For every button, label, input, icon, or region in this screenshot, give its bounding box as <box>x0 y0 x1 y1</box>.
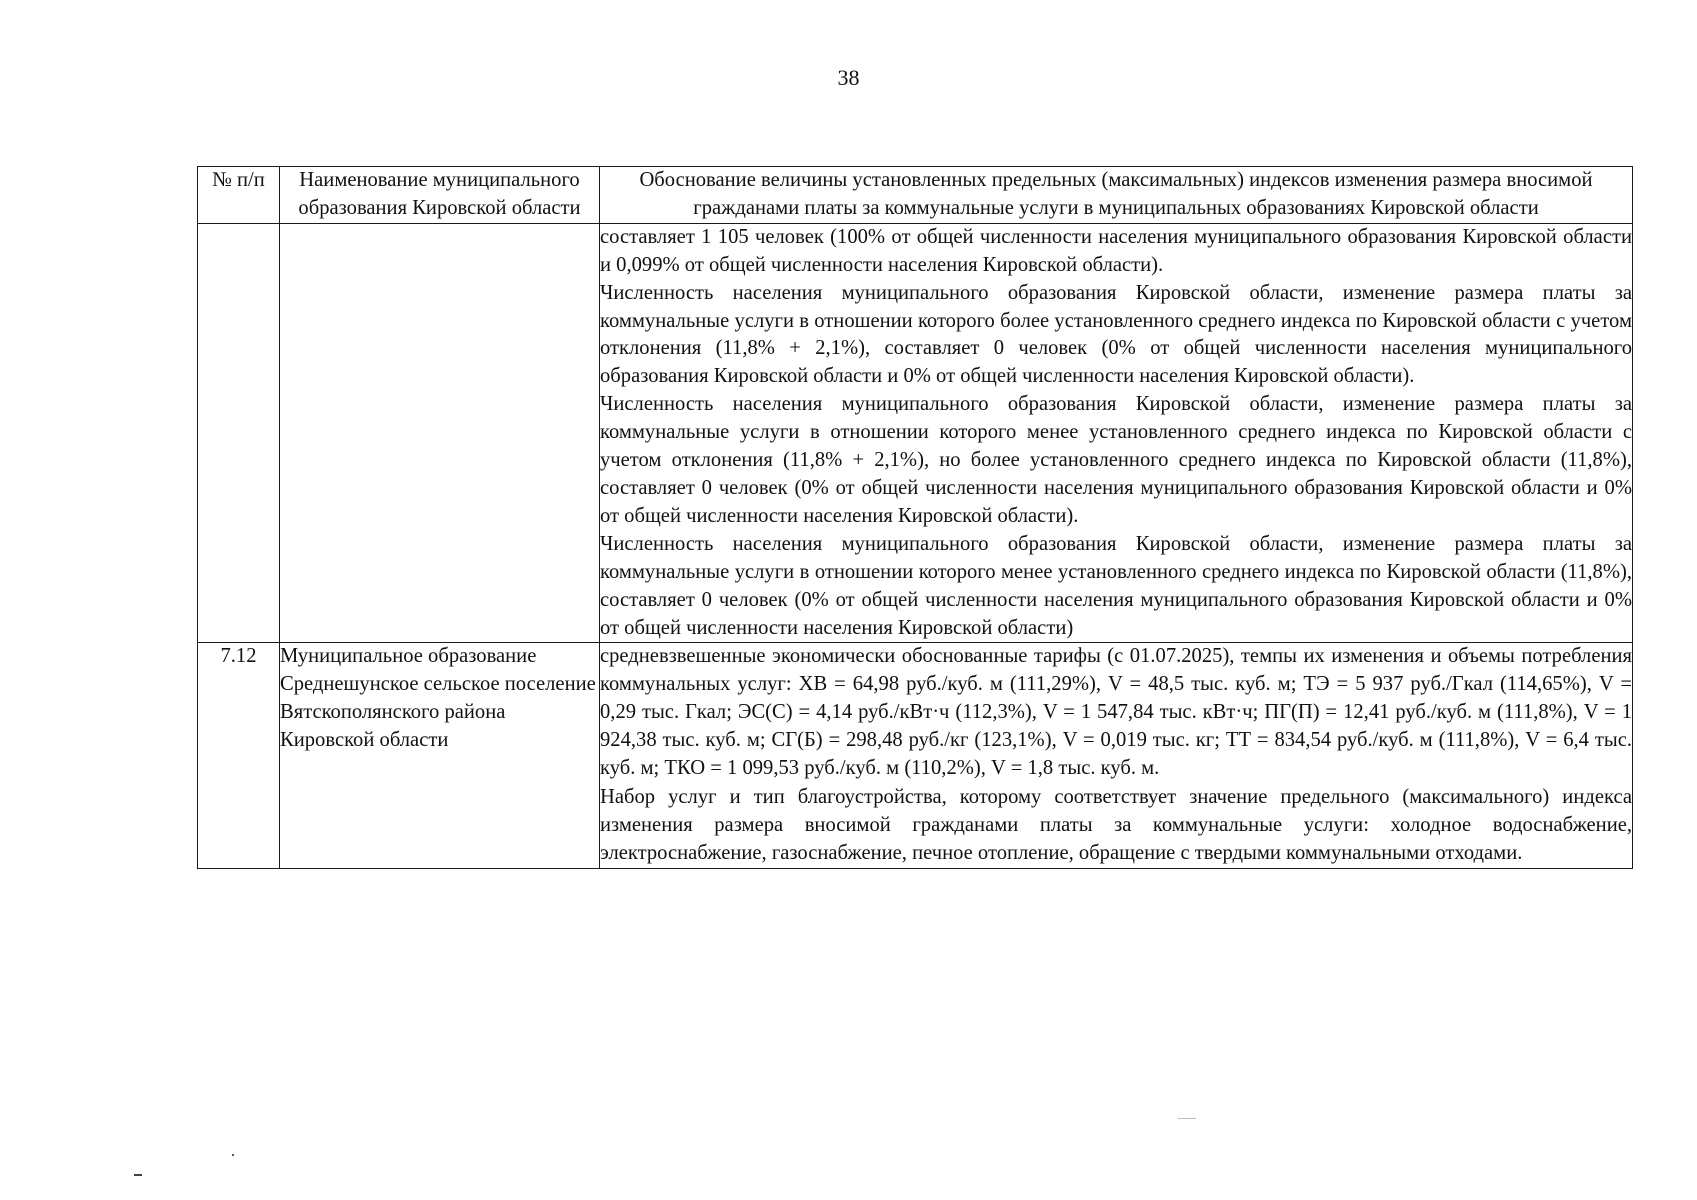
row-justification-cell <box>600 643 1633 868</box>
header-num <box>198 167 280 224</box>
justification-table <box>197 166 1633 869</box>
table-row <box>198 643 1633 868</box>
row-num-cell: 7.12 <box>198 643 280 868</box>
scan-speck <box>1178 1118 1196 1119</box>
row-name-cell: Муниципальное образование Среднешунское сельское поселение Вятскополянского района Кировской области <box>280 643 600 868</box>
justification-paragraph: средневзвешенные экономически обоснованные тарифы (с 01.07.2025), темпы их изменения и объемы потребления коммунальных услуг: ХВ = 64,98 руб./куб. м (111,29%), V = 48,5 тыс. куб. м; ТЭ = 5 937 руб./Гкал (114,65%), V = 0,29 тыс. Гкал; ЭС(С) = 4,14 руб./кВт·ч (112,3%), V = 1 547,84 тыс. кВт·ч; ПГ(П) = 12,41 руб./куб. м (111,8%), V = 1 924,38 тыс. куб. м; СГ(Б) = 298,48 руб./кг (123,1%), V = 0,019 тыс. кг; ТТ = 834,54 руб./куб. м (111,8%), V = 6,4 тыс. куб. м; ТКО = 1 099,53 руб./куб. м (110,2%), V = 1,8 тыс. куб. м. <box>600 645 1632 780</box>
table-header-row <box>198 167 1633 224</box>
row-num-cell <box>198 223 280 643</box>
justification-paragraph: Численность населения муниципального образования Кировской области, изменение размера платы за коммунальные услуги в отношении которого менее установленного среднего индекса по Кировской области (11,8%), составляет 0 человек (0% от общей численности населения муниципального образования Кировской области и 0% от общей численности населения Кировской области) <box>600 532 1632 639</box>
row-name-cell <box>280 223 600 643</box>
row-justification-cell <box>600 223 1633 643</box>
page-number: 38 <box>837 65 860 90</box>
justification-paragraph: Численность населения муниципального образования Кировской области, изменение размера платы за коммунальные услуги в отношении которого менее установленного среднего индекса по Кировской области с учетом отклонения (11,8% + 2,1%), но более установленного среднего индекса по Кировской области (11,8%), составляет 0 человек (0% от общей численности населения муниципального образования Кировской области и 0% от общей численности населения Кировской области). <box>600 393 1632 527</box>
header-name <box>280 167 600 224</box>
header-justification-label: Обоснование величины установленных предельных (максимальных) индексов изменения размера вносимой гражданами платы за коммунальные услуги в муниципальных образованиях Кировской области <box>639 169 1593 219</box>
header-name-label: Наименование муниципального образования Кировской области <box>298 169 581 219</box>
justification-paragraph: Численность населения муниципального образования Кировской области, изменение размера платы за коммунальные услуги в отношении которого более установленного среднего индекса по Кировской области с учетом отклонения (11,8% + 2,1%), составляет 0 человек (0% от общей численности населения муниципального образования Кировской области и 0% от общей численности населения Кировской области). <box>600 281 1632 388</box>
header-num-label: № п/п <box>212 169 265 191</box>
header-justification <box>600 167 1633 224</box>
scan-speck <box>232 1154 234 1156</box>
justification-paragraph: Набор услуг и тип благоустройства, которому соответствует значение предельного (максимального) индекса изменения размера вносимой гражданами платы за коммунальные услуги: холодное водоснабжение, электроснабжение, газоснабжение, печное отопление, обращение с твердыми коммунальными отходами. <box>600 785 1632 864</box>
table-row <box>198 223 1633 643</box>
scan-speck <box>134 1174 142 1176</box>
justification-paragraph: составляет 1 105 человек (100% от общей численности населения муниципального образования Кировской области и 0,099% от общей численности населения Кировской области). <box>600 225 1632 276</box>
